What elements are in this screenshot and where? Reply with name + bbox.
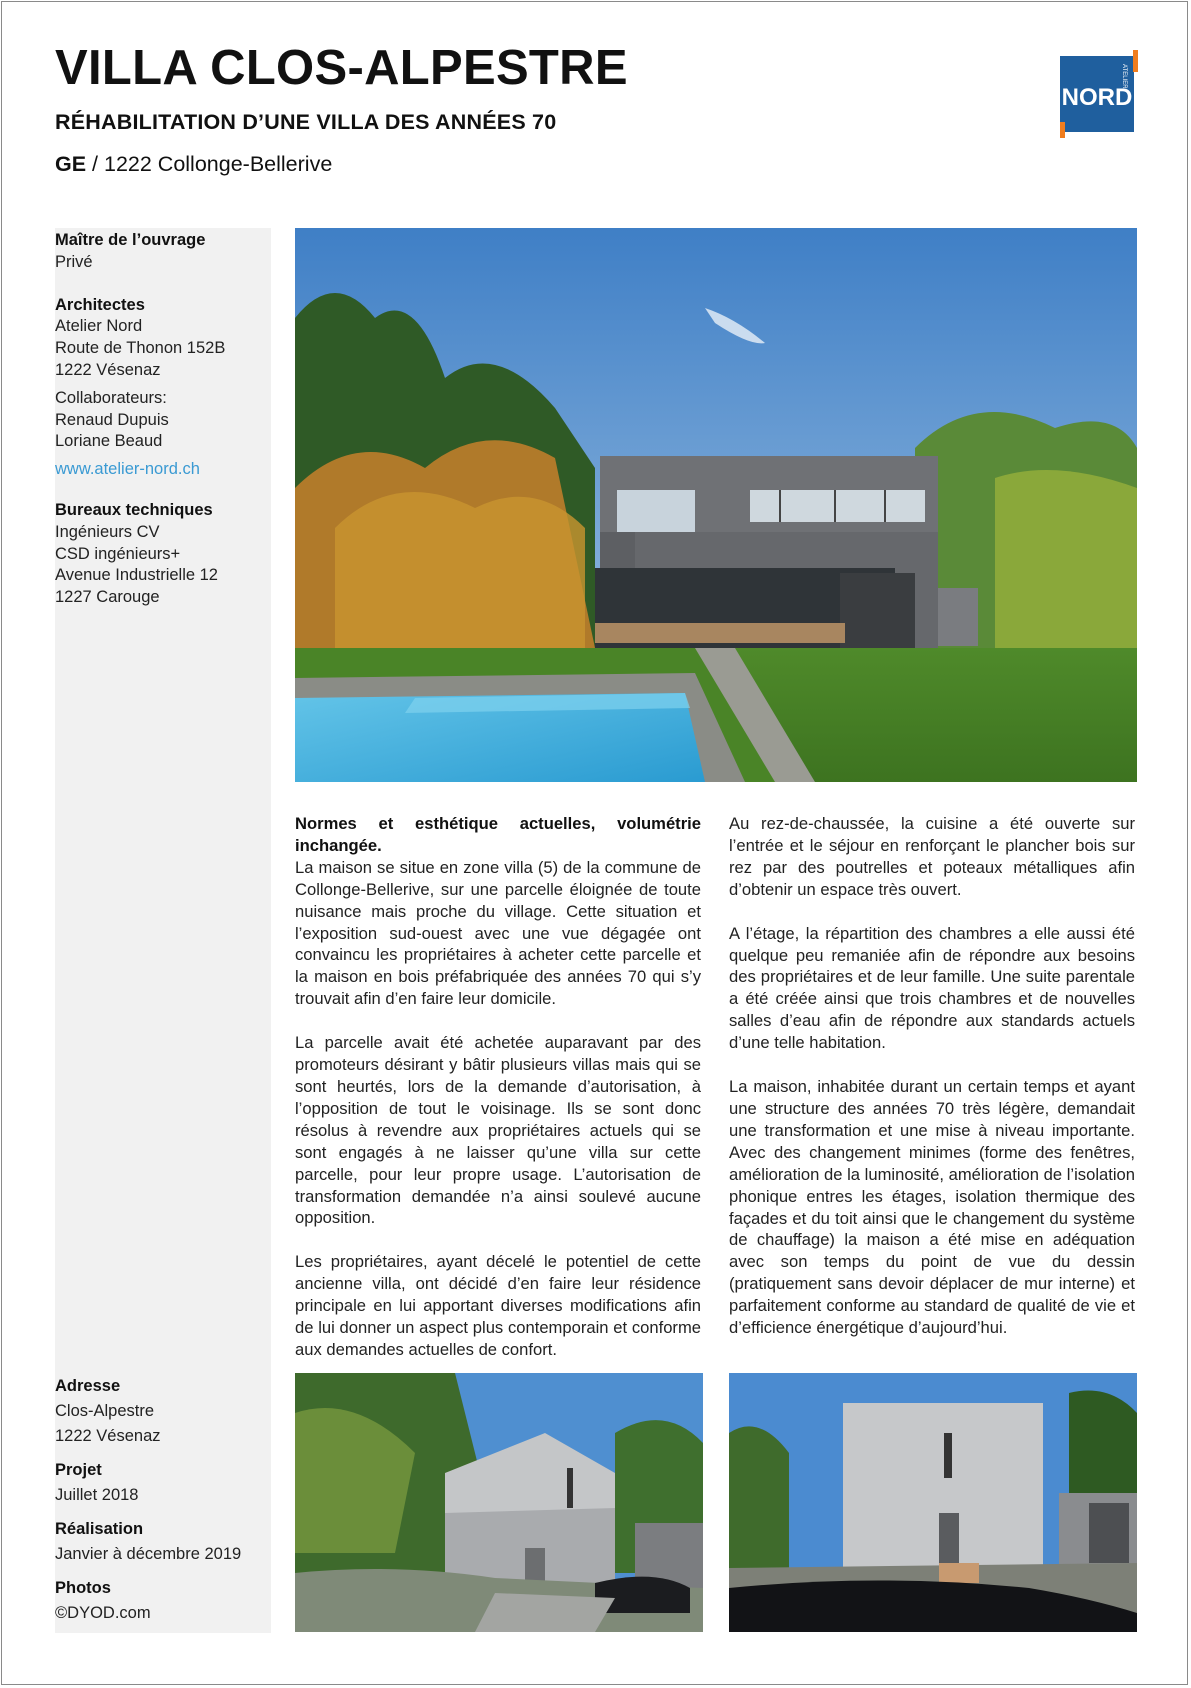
- collaborateur-name: Renaud Dupuis: [55, 410, 169, 429]
- article-lead: Normes et esthétique actuelles, volumétrie inchangée.: [295, 814, 701, 855]
- sidebar-credits: [55, 230, 271, 609]
- article-paragraph: Au rez-de-chaussée, la cuisine a été ouverte sur l’entrée et le séjour en renforçant le plancher bois sur rez par des poutrelles et poteaux métalliques afin d’obtenir un espace très ouvert.: [729, 814, 1135, 899]
- canton-code: GE: [55, 152, 87, 176]
- atelier-nord-logo: [1060, 50, 1138, 138]
- website-link[interactable]: www.atelier-nord.ch: [55, 460, 200, 479]
- architectes-line: Route de Thonon 152B: [55, 339, 226, 358]
- photos-label: Photos: [55, 1579, 111, 1597]
- bureaux-line: Ingénieurs CV: [55, 522, 160, 541]
- logo-graphic: [1060, 50, 1138, 138]
- architectes-line: 1222 Vésenaz: [55, 360, 161, 379]
- bureaux-line: 1227 Carouge: [55, 588, 160, 607]
- article-paragraph: La maison, inhabitée durant un certain temps et ayant une structure des années 70 très légère, demandait une transformation et une mise à niveau importante. Avec des changement minimes (forme des fenêtres, amélioration de la luminosité, amélioration de l’isolation phonique entres les étages, isolation thermique des façades et du toit ainsi que le changement du système de chauffage) la maison a été mise en adéquation avec son temps du point de vue du dessin (pratiquement sans devoir déplacer de mur interne) et parfaitement conforme au standard de qualité de vie et d’efficience énergétique d’aujourd’hui.: [729, 1077, 1135, 1338]
- maitre-value: Privé: [55, 252, 93, 271]
- adresse-label: Adresse: [55, 1377, 121, 1395]
- article-column-left: [295, 813, 701, 1383]
- photo-side-view: [295, 1373, 703, 1632]
- projet-label: Projet: [55, 1461, 102, 1479]
- location-line: [55, 154, 332, 176]
- realisation-value: Janvier à décembre 2019: [55, 1545, 242, 1563]
- bureaux-label: Bureaux techniques: [55, 500, 213, 519]
- projet-value: Juillet 2018: [55, 1486, 139, 1504]
- location-address: / 1222 Collonge-Bellerive: [86, 152, 333, 176]
- bureaux-line: Avenue Industrielle 12: [55, 566, 218, 585]
- adresse-line: Clos-Alpestre: [55, 1402, 155, 1420]
- article-paragraph: La maison se situe en zone villa (5) de la commune de Collonge-Bellerive, sur une parcelle éloignée de toute nuisance mais proche du village. Cette situation et l’exposition sud-ouest avec une vue dégagée ont convaincu les propriétaires à acheter cette parcelle et la maison en bois préfabriquée des années 70 qui s’y trouvait afin d’en faire leur domicile.: [295, 857, 701, 1009]
- logo-small-text: ATELIER: [1121, 64, 1127, 89]
- architectes-line: Atelier Nord: [55, 317, 143, 336]
- bureaux-line: CSD ingénieurs+: [55, 544, 181, 563]
- photos-value: ©DYOD.com: [55, 1604, 151, 1622]
- article-paragraph: La parcelle avait été achetée auparavant par des promoteurs désirant y bâtir plusieurs villas mais qui se sont heurtés, lors de la demande d’autorisation, à l’opposition de tout le voisinage. Ils se sont donc résolus à revendre aux propriétaires actuels qui se sont engagés à ne laisser qu’une villa sur cette parcelle, pour leur propre usage. L’autorisation de transformation demandée n’a ainsi soulevé aucune opposition.: [295, 1033, 701, 1228]
- collaborateurs-label: Collaborateurs:: [55, 388, 167, 407]
- page-title: VILLA CLOS-ALPESTRE: [55, 41, 628, 95]
- main-photo-villa-garden: [295, 228, 1137, 782]
- architectes-label: Architectes: [55, 295, 145, 314]
- adresse-line: 1222 Vésenaz: [55, 1427, 161, 1445]
- article-column-right: [729, 813, 1135, 1361]
- article-paragraph: Les propriétaires, ayant décelé le potentiel de cette ancienne villa, ont décidé d’en faire leur résidence principale en lui apportant diverses modifications afin de lui donner un aspect plus contemporain et conforme aux demandes actuelles de confort.: [295, 1252, 701, 1359]
- realisation-label: Réalisation: [55, 1520, 144, 1538]
- page-subtitle: RÉHABILITATION D’UNE VILLA DES ANNÉES 70: [55, 110, 557, 134]
- collaborateur-name: Loriane Beaud: [55, 432, 163, 451]
- sidebar-project-info: [55, 1374, 271, 1626]
- photo-entrance-view: [729, 1373, 1137, 1632]
- maitre-label: Maître de l’ouvrage: [55, 231, 206, 249]
- article-paragraph: A l’étage, la répartition des chambres a elle aussi été quelque peu remaniée afin de répondre aux besoins des propriétaires et de leur famille. Une suite parentale a été créée ainsi que trois chambres et de nouvelles salles d’eau afin de répondre aux standards actuels d’une telle habitation.: [729, 923, 1135, 1053]
- logo-text: NORD: [1061, 84, 1133, 111]
